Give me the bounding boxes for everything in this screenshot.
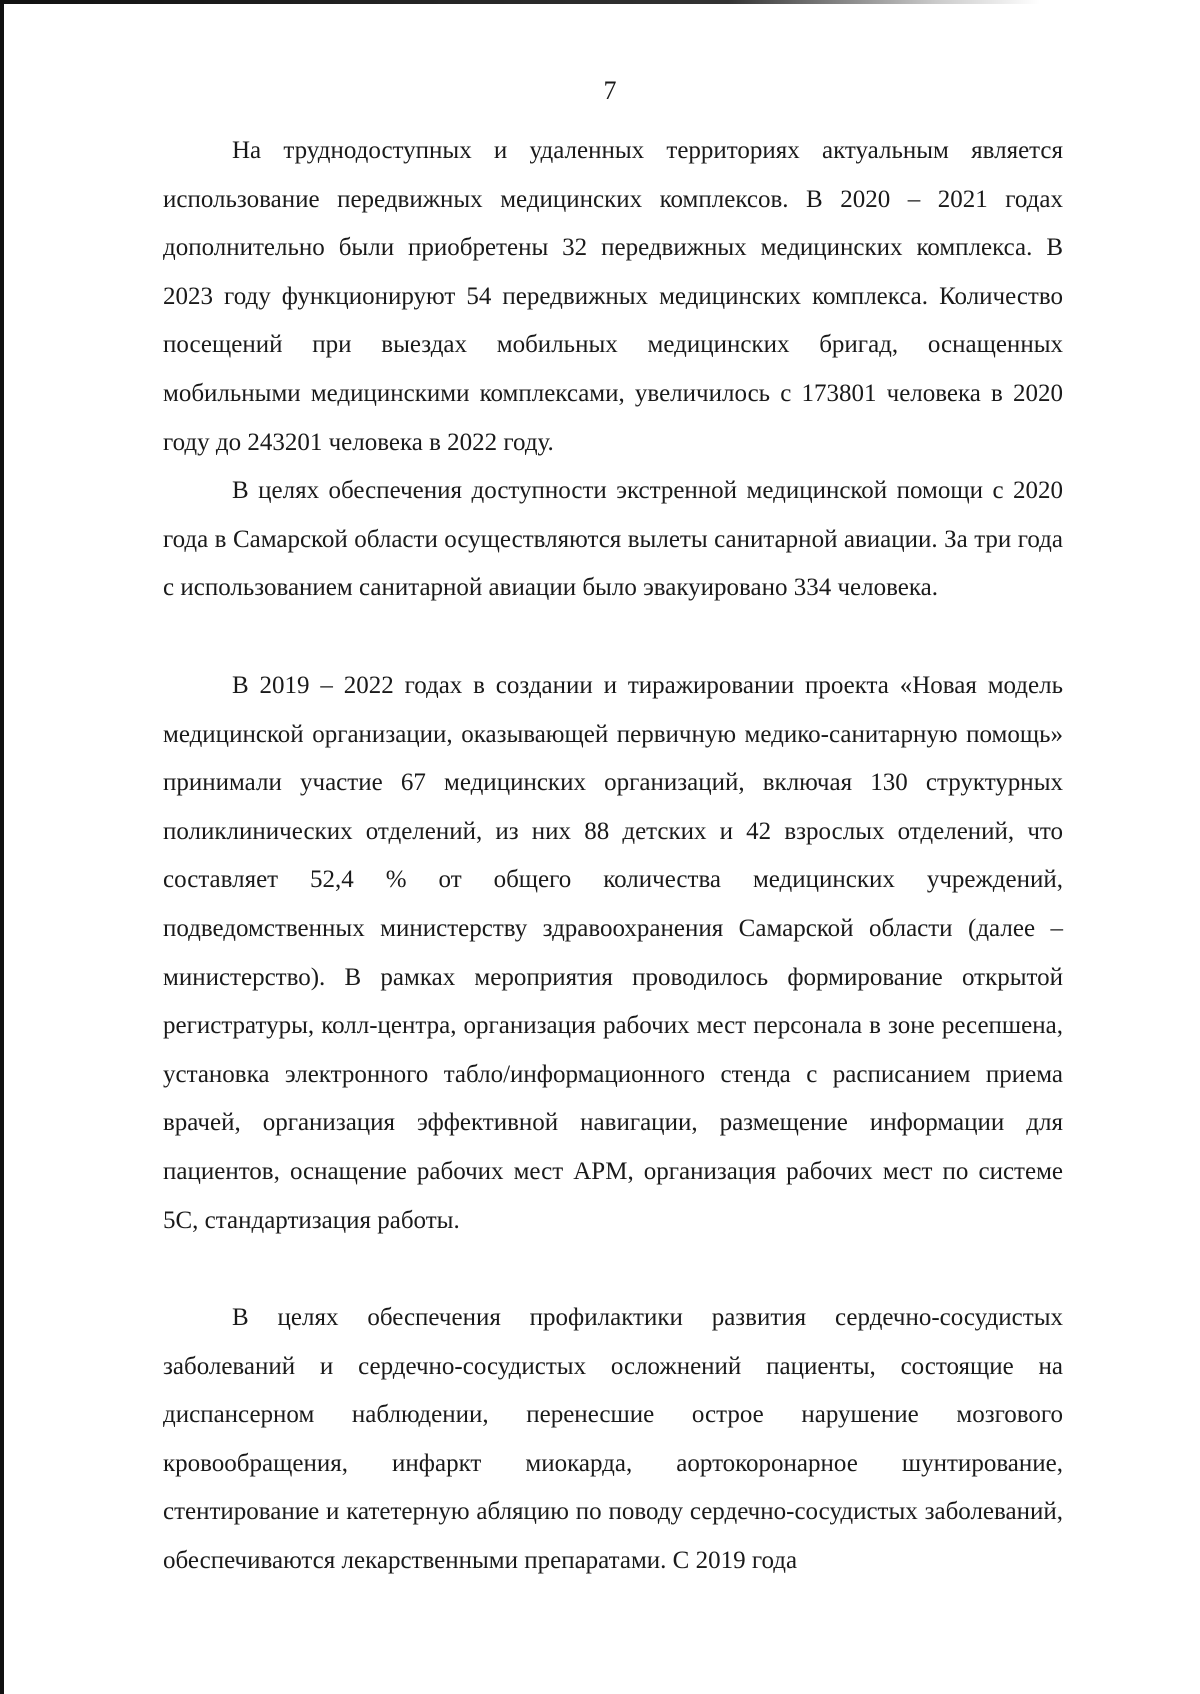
page-number: 7 [603,76,617,105]
scan-border-top [0,0,1040,4]
paragraph-sanitary-aviation: В целях обеспечения доступности экстренной медицинской помощи с 2020 года в Самарской области осуществляются вылеты санитарной авиации. За три года с использованием санитарной авиации было эвакуировано 334 человека. [163,477,1063,602]
paragraph-mobile-medical-complexes: На труднодоступных и удаленных территориях актуальным является использование передвижных медицинских комплексов. В 2020 – 2021 годах дополнительно были приобретены 32 передвижных медицинских комплекса. В 2023 году функционируют 54 передвижных медицинских комплекса. Количество посещений при выездах мобильных медицинских бригад, оснащенных мобильными медицинскими комплексами, увеличилось с 173801 человека в 2020 году до 243201 человека в 2022 году. [163,137,1063,456]
scan-border-left [0,0,4,1694]
paragraph-cardiovascular-prevention: В целях обеспечения профилактики развития сердечно-сосудистых заболеваний и сердечно-сосудистых осложнений пациенты, состоящие на диспансерном наблюдении, перенесшие острое нарушение мозгового кровообращения, инфаркт миокарда, аортокоронарное шунтирование, стентирование и катетерную абляцию по поводу сердечно-сосудистых заболеваний, обеспечиваются лекарственными препаратами. С 2019 года [163,1304,1063,1574]
paragraph-new-model-project: В 2019 – 2022 годах в создании и тиражировании проекта «Новая модель медицинской организации, оказывающей первичную медико-санитарную помощь» принимали участие 67 медицинских организаций, включая 130 структурных поликлинических отделений, из них 88 детских и 42 взрослых отделений, что составляет 52,4 % от общего количества медицинских учреждений, подведомственных министерству здравоохранения Самарской области (далее – министерство). В рамках мероприятия проводилось формирование открытой регистратуры, колл-центра, организация рабочих мест персонала в зоне ресепшена, установка электронного табло/информационного стенда с расписанием приема врачей, организация эффективной навигации, размещение информации для пациентов, оснащение рабочих мест АРМ, организация рабочих мест по системе 5С, стандартизация работы. [163,672,1063,1234]
